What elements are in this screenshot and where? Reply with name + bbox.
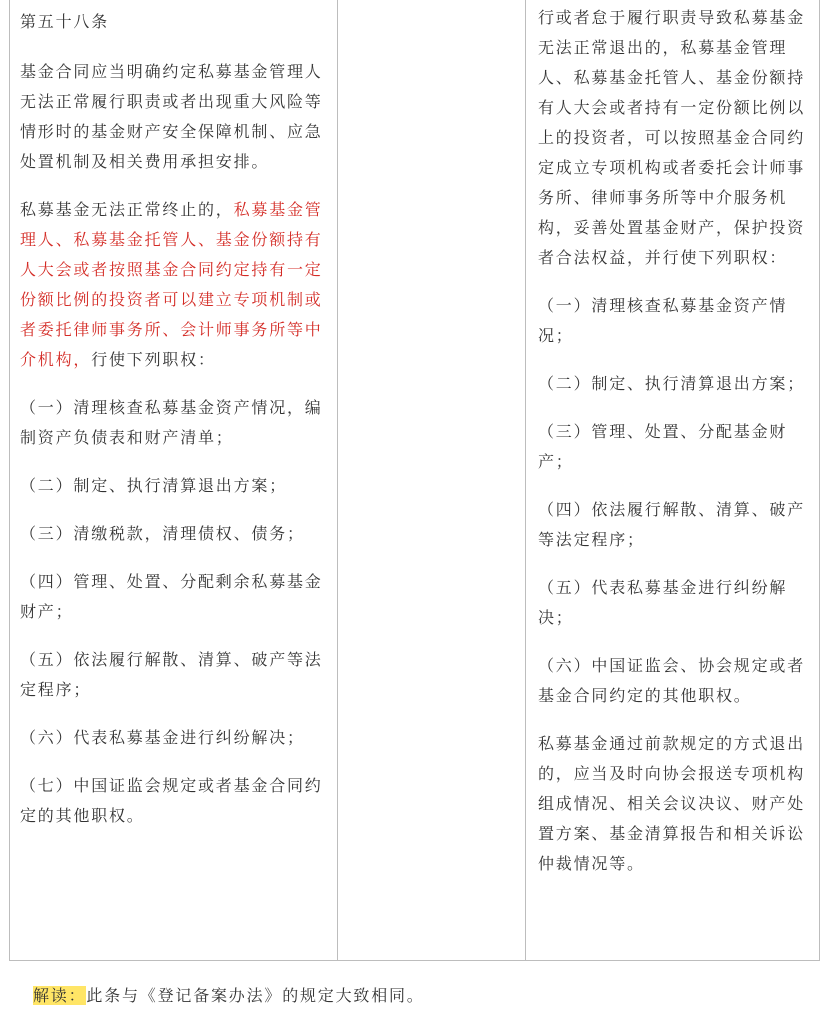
left-paragraph-2-suffix: 行使下列职权： (91, 350, 216, 369)
right-column (526, 0, 819, 960)
left-column (10, 0, 338, 960)
left-item: （六）代表私募基金进行纠纷解决； (20, 728, 305, 747)
left-item: （五）依法履行解散、清算、破产等法定程序； (20, 650, 323, 699)
left-paragraph-2 (20, 195, 327, 375)
interpretation-text: 此条与《登记备案办法》的规定大致相同。 (86, 986, 425, 1005)
interpretation-note (33, 981, 425, 1011)
right-item: （五）代表私募基金进行纠纷解决； (538, 578, 788, 627)
left-paragraph-1: 基金合同应当明确约定私募基金管理人无法正常履行职责或者出现重大风险等情形时的基金财产安全保障机制、应急处置机制及相关费用承担安排。 (20, 62, 323, 171)
right-item: （四）依法履行解散、清算、破产等法定程序； (538, 500, 806, 549)
comparison-table (9, 0, 820, 961)
interpretation-label: 解读： (33, 986, 87, 1005)
left-item: （一）清理核查私募基金资产情况，编制资产负债表和财产清单； (20, 398, 323, 447)
article-title: 第五十八条 (20, 12, 110, 31)
left-item: （三）清缴税款，清理债权、债务； (20, 524, 305, 543)
right-paragraph-last: 私募基金通过前款规定的方式退出的，应当及时向协会报送专项机构组成情况、相关会议决议、财产处置方案、基金清算报告和相关诉讼仲裁情况等。 (538, 734, 806, 873)
left-item: （七）中国证监会规定或者基金合同约定的其他职权。 (20, 776, 323, 825)
middle-column (338, 0, 526, 960)
right-item: （一）清理核查私募基金资产情况； (538, 296, 788, 345)
right-item: （六）中国证监会、协会规定或者基金合同约定的其他职权。 (538, 656, 806, 705)
right-item: （二）制定、执行清算退出方案； (538, 374, 806, 393)
left-paragraph-2-highlight: 私募基金管理人、私募基金托管人、基金份额持有人大会或者按照基金合同约定持有一定份额比例的投资者可以建立专项机制或者委托律师事务所、会计师事务所等中介机构， (20, 200, 323, 369)
left-item: （四）管理、处置、分配剩余私募基金财产； (20, 572, 323, 621)
right-paragraph-1: 行或者怠于履行职责导致私募基金无法正常退出的，私募基金管理人、私募基金托管人、基金份额持有人大会或者持有一定份额比例以上的投资者，可以按照基金合同约定成立专项机构或者委托会计师事务所、律师事务所等中介服务机构，妥善处置基金财产，保护投资者合法权益，并行使下列职权： (538, 8, 806, 267)
right-item: （三）管理、处置、分配基金财产； (538, 422, 788, 471)
left-item: （二）制定、执行清算退出方案； (20, 476, 288, 495)
left-paragraph-2-prefix: 私募基金无法正常终止的， (20, 200, 234, 219)
